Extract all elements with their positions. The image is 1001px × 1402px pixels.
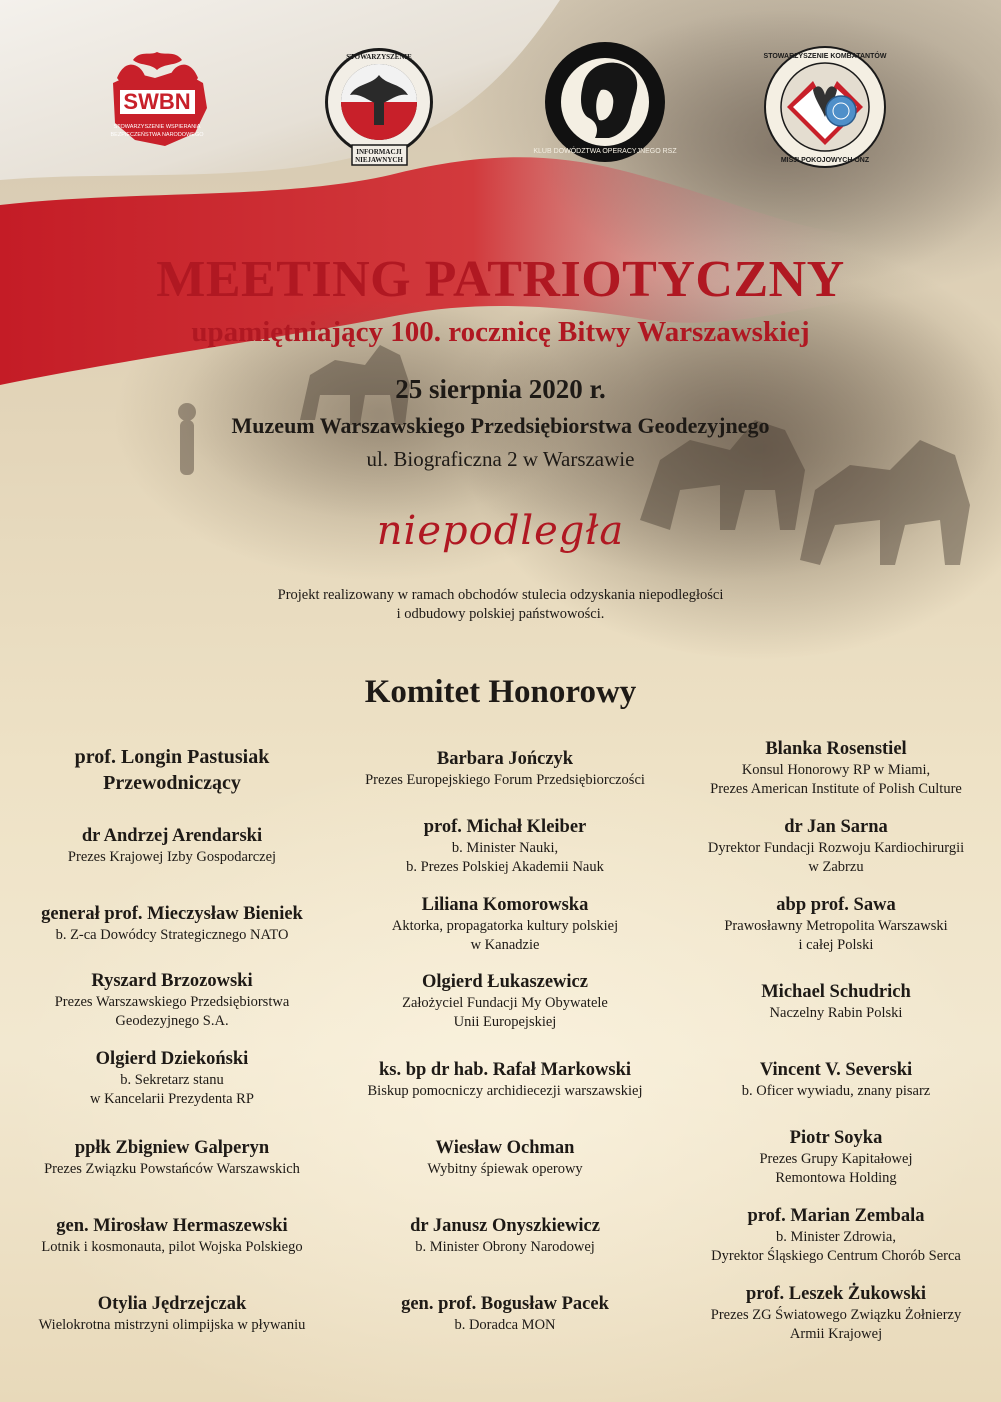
member-role: Prezes Krajowej Izby Gospodarczej	[67, 849, 277, 865]
svg-text:STOWARZYSZENIE KOMBATANTÓW: STOWARZYSZENIE KOMBATANTÓW	[763, 53, 887, 60]
member-name: ks. bp dr hab. Rafał Markowski	[378, 1060, 632, 1080]
member-role: b. Oficer wywiadu, znany pisarz	[741, 1083, 931, 1099]
member-brzozowski	[7, 970, 337, 1031]
swbn-logo	[95, 48, 220, 153]
member-pacek	[340, 1293, 670, 1335]
member-bieniek	[7, 903, 337, 945]
event-title: MEETING PATRIOTYCZNY	[156, 251, 845, 308]
member-role: w Zabrzu	[808, 859, 864, 875]
member-role: Biskup pomocniczy archidiecezji warszawskiej	[367, 1083, 643, 1099]
member-role: Aktorka, propagatorka kultury polskiej	[391, 918, 619, 934]
member-komorowska	[340, 894, 670, 955]
member-name: dr Janusz Onyszkiewicz	[410, 1216, 600, 1236]
member-function: Przewodniczący	[103, 772, 241, 794]
member-role: b. Sekretarz stanu	[120, 1072, 224, 1088]
member-pastusiak	[7, 744, 337, 796]
member-dziekonski	[7, 1048, 337, 1109]
member-role: Wybitny śpiewak operowy	[427, 1161, 583, 1177]
member-zukowski	[671, 1283, 1001, 1344]
member-schudrich	[671, 981, 1001, 1023]
member-name: ppłk Zbigniew Galperyn	[74, 1138, 270, 1158]
member-soyka	[671, 1127, 1001, 1188]
member-role: w Kanadzie	[470, 937, 540, 953]
member-name: gen. prof. Bogusław Pacek	[401, 1294, 609, 1314]
event-date: 25 sierpnia 2020 r.	[395, 374, 606, 404]
member-role: b. Minister Zdrowia,	[775, 1229, 896, 1245]
member-name: abp prof. Sawa	[776, 895, 896, 915]
member-role: Remontowa Holding	[775, 1170, 897, 1186]
member-role: i całej Polski	[798, 937, 874, 953]
member-name: dr Andrzej Arendarski	[81, 826, 263, 846]
event-address: ul. Biograficzna 2 w Warszawie	[366, 447, 635, 471]
member-name: Piotr Soyka	[789, 1128, 883, 1148]
member-jonczyk	[340, 748, 670, 790]
member-hermaszewski	[7, 1215, 337, 1257]
project-note-line: Projekt realizowany w ramach obchodów stulecia odzyskania niepodległości	[277, 587, 724, 603]
member-name: Olgierd Dziekoński	[95, 1049, 249, 1069]
member-ochman	[340, 1137, 670, 1179]
member-role: Wielokrotna mistrzyni olimpijska w pływaniu	[38, 1317, 306, 1333]
member-role: b. Minister Nauki,	[451, 840, 559, 856]
ksoin-logo	[322, 45, 437, 170]
member-role: Dyrektor Fundacji Rozwoju Kardiochirurgii	[707, 840, 965, 856]
svg-text:NIEJAWNYCH: NIEJAWNYCH	[355, 156, 403, 164]
member-role: Założyciel Fundacji My Obywatele	[402, 995, 608, 1011]
member-sarna	[671, 816, 1001, 877]
member-rosenstiel	[671, 738, 1001, 799]
member-name: Michael Schudrich	[761, 982, 911, 1002]
member-name: prof. Leszek Żukowski	[745, 1284, 927, 1304]
member-role: Armii Krajowej	[789, 1326, 883, 1342]
member-role: w Kancelarii Prezydenta RP	[90, 1091, 254, 1107]
member-name: Otylia Jędrzejczak	[97, 1294, 247, 1314]
member-name: Blanka Rosenstiel	[765, 739, 907, 759]
svg-text:INFORMACJI: INFORMACJI	[356, 148, 402, 156]
committee-heading: Komitet Honorowy	[364, 674, 637, 710]
project-note-line: i odbudowy polskiej państwowości.	[396, 606, 605, 622]
event-subtitle: upamiętniający 100. rocznicę Bitwy Warszawskiej	[191, 316, 810, 348]
project-note	[0, 586, 1001, 624]
member-severski	[671, 1059, 1001, 1101]
member-name: generał prof. Mieczysław Bieniek	[41, 904, 303, 924]
klub-do-logo	[533, 40, 677, 165]
member-role: Geodezyjnego S.A.	[115, 1013, 229, 1029]
member-role: b. Doradca MON	[454, 1317, 556, 1333]
member-name: prof. Marian Zembala	[747, 1206, 925, 1226]
member-jedrzejczak	[7, 1293, 337, 1335]
svg-text:STOWARZYSZENIE WSPIERANIA: STOWARZYSZENIE WSPIERANIA	[113, 124, 201, 130]
member-role: Dyrektor Śląskiego Centrum Chorób Serca	[711, 1248, 961, 1264]
svg-text:KLUB DOWÓDZTWA OPERACYJNEGO RS: KLUB DOWÓDZTWA OPERACYJNEGO RSZ	[533, 148, 677, 155]
member-name: Liliana Komorowska	[421, 895, 589, 915]
member-role: Konsul Honorowy RP w Miami,	[741, 762, 931, 778]
member-name: prof. Michał Kleiber	[423, 817, 587, 837]
member-zembala	[671, 1205, 1001, 1266]
member-arendarski	[7, 825, 337, 867]
svg-text:MISJI POKOJOWYCH ONZ: MISJI POKOJOWYCH ONZ	[780, 157, 870, 164]
member-role: Prezes Związku Powstańców Warszawskich	[44, 1161, 300, 1177]
member-role: Lotnik i kosmonauta, pilot Wojska Polskiego	[41, 1239, 303, 1255]
flag-white-stripe	[0, 0, 560, 180]
member-role: Prezes ZG Światowego Związku Żołnierzy	[710, 1307, 962, 1323]
niepodlegla-logo: niepodległa	[376, 508, 625, 554]
member-name: Barbara Jończyk	[436, 749, 574, 769]
member-lukaszewicz	[340, 971, 670, 1032]
member-name: dr Jan Sarna	[784, 817, 888, 837]
member-role: Prawosławny Metropolita Warszawski	[724, 918, 948, 934]
member-role: b. Minister Obrony Narodowej	[415, 1239, 595, 1255]
member-name: Olgierd Łukaszewicz	[422, 972, 588, 992]
member-role: Prezes Warszawskiego Przedsiębiorstwa	[54, 994, 290, 1010]
member-role: Prezes American Institute of Polish Culture	[710, 781, 962, 797]
member-role: b. Prezes Polskiej Akademii Nauk	[406, 859, 604, 875]
svg-text:STOWARZYSZENIE: STOWARZYSZENIE	[346, 53, 412, 61]
member-role: b. Z-ca Dowódcy Strategicznego NATO	[55, 927, 289, 943]
member-name: Vincent V. Severski	[759, 1060, 913, 1080]
member-name: gen. Mirosław Hermaszewski	[56, 1216, 288, 1236]
member-kleiber	[340, 816, 670, 877]
member-role: Prezes Europejskiego Forum Przedsiębiorczości	[365, 772, 645, 788]
event-venue: Muzeum Warszawskiego Przedsiębiorstwa Geodezyjnego	[231, 413, 770, 438]
member-name: prof. Longin Pastusiak	[74, 746, 270, 768]
member-galperyn	[7, 1137, 337, 1179]
member-markowski	[340, 1059, 670, 1101]
member-onyszkiewicz	[340, 1215, 670, 1257]
member-sawa	[671, 894, 1001, 955]
svg-text:BEZPIECZEŃSTWA NARODOWEGO: BEZPIECZEŃSTWA NARODOWEGO	[110, 132, 204, 138]
member-name: Ryszard Brzozowski	[91, 971, 253, 991]
member-role: Naczelny Rabin Polski	[769, 1005, 903, 1021]
svg-text:SWBN: SWBN	[123, 89, 191, 114]
skmp-logo	[763, 45, 888, 170]
member-role: Unii Europejskiej	[453, 1014, 557, 1030]
member-name: Wiesław Ochman	[435, 1138, 575, 1158]
member-role: Prezes Grupy Kapitałowej	[759, 1151, 913, 1167]
